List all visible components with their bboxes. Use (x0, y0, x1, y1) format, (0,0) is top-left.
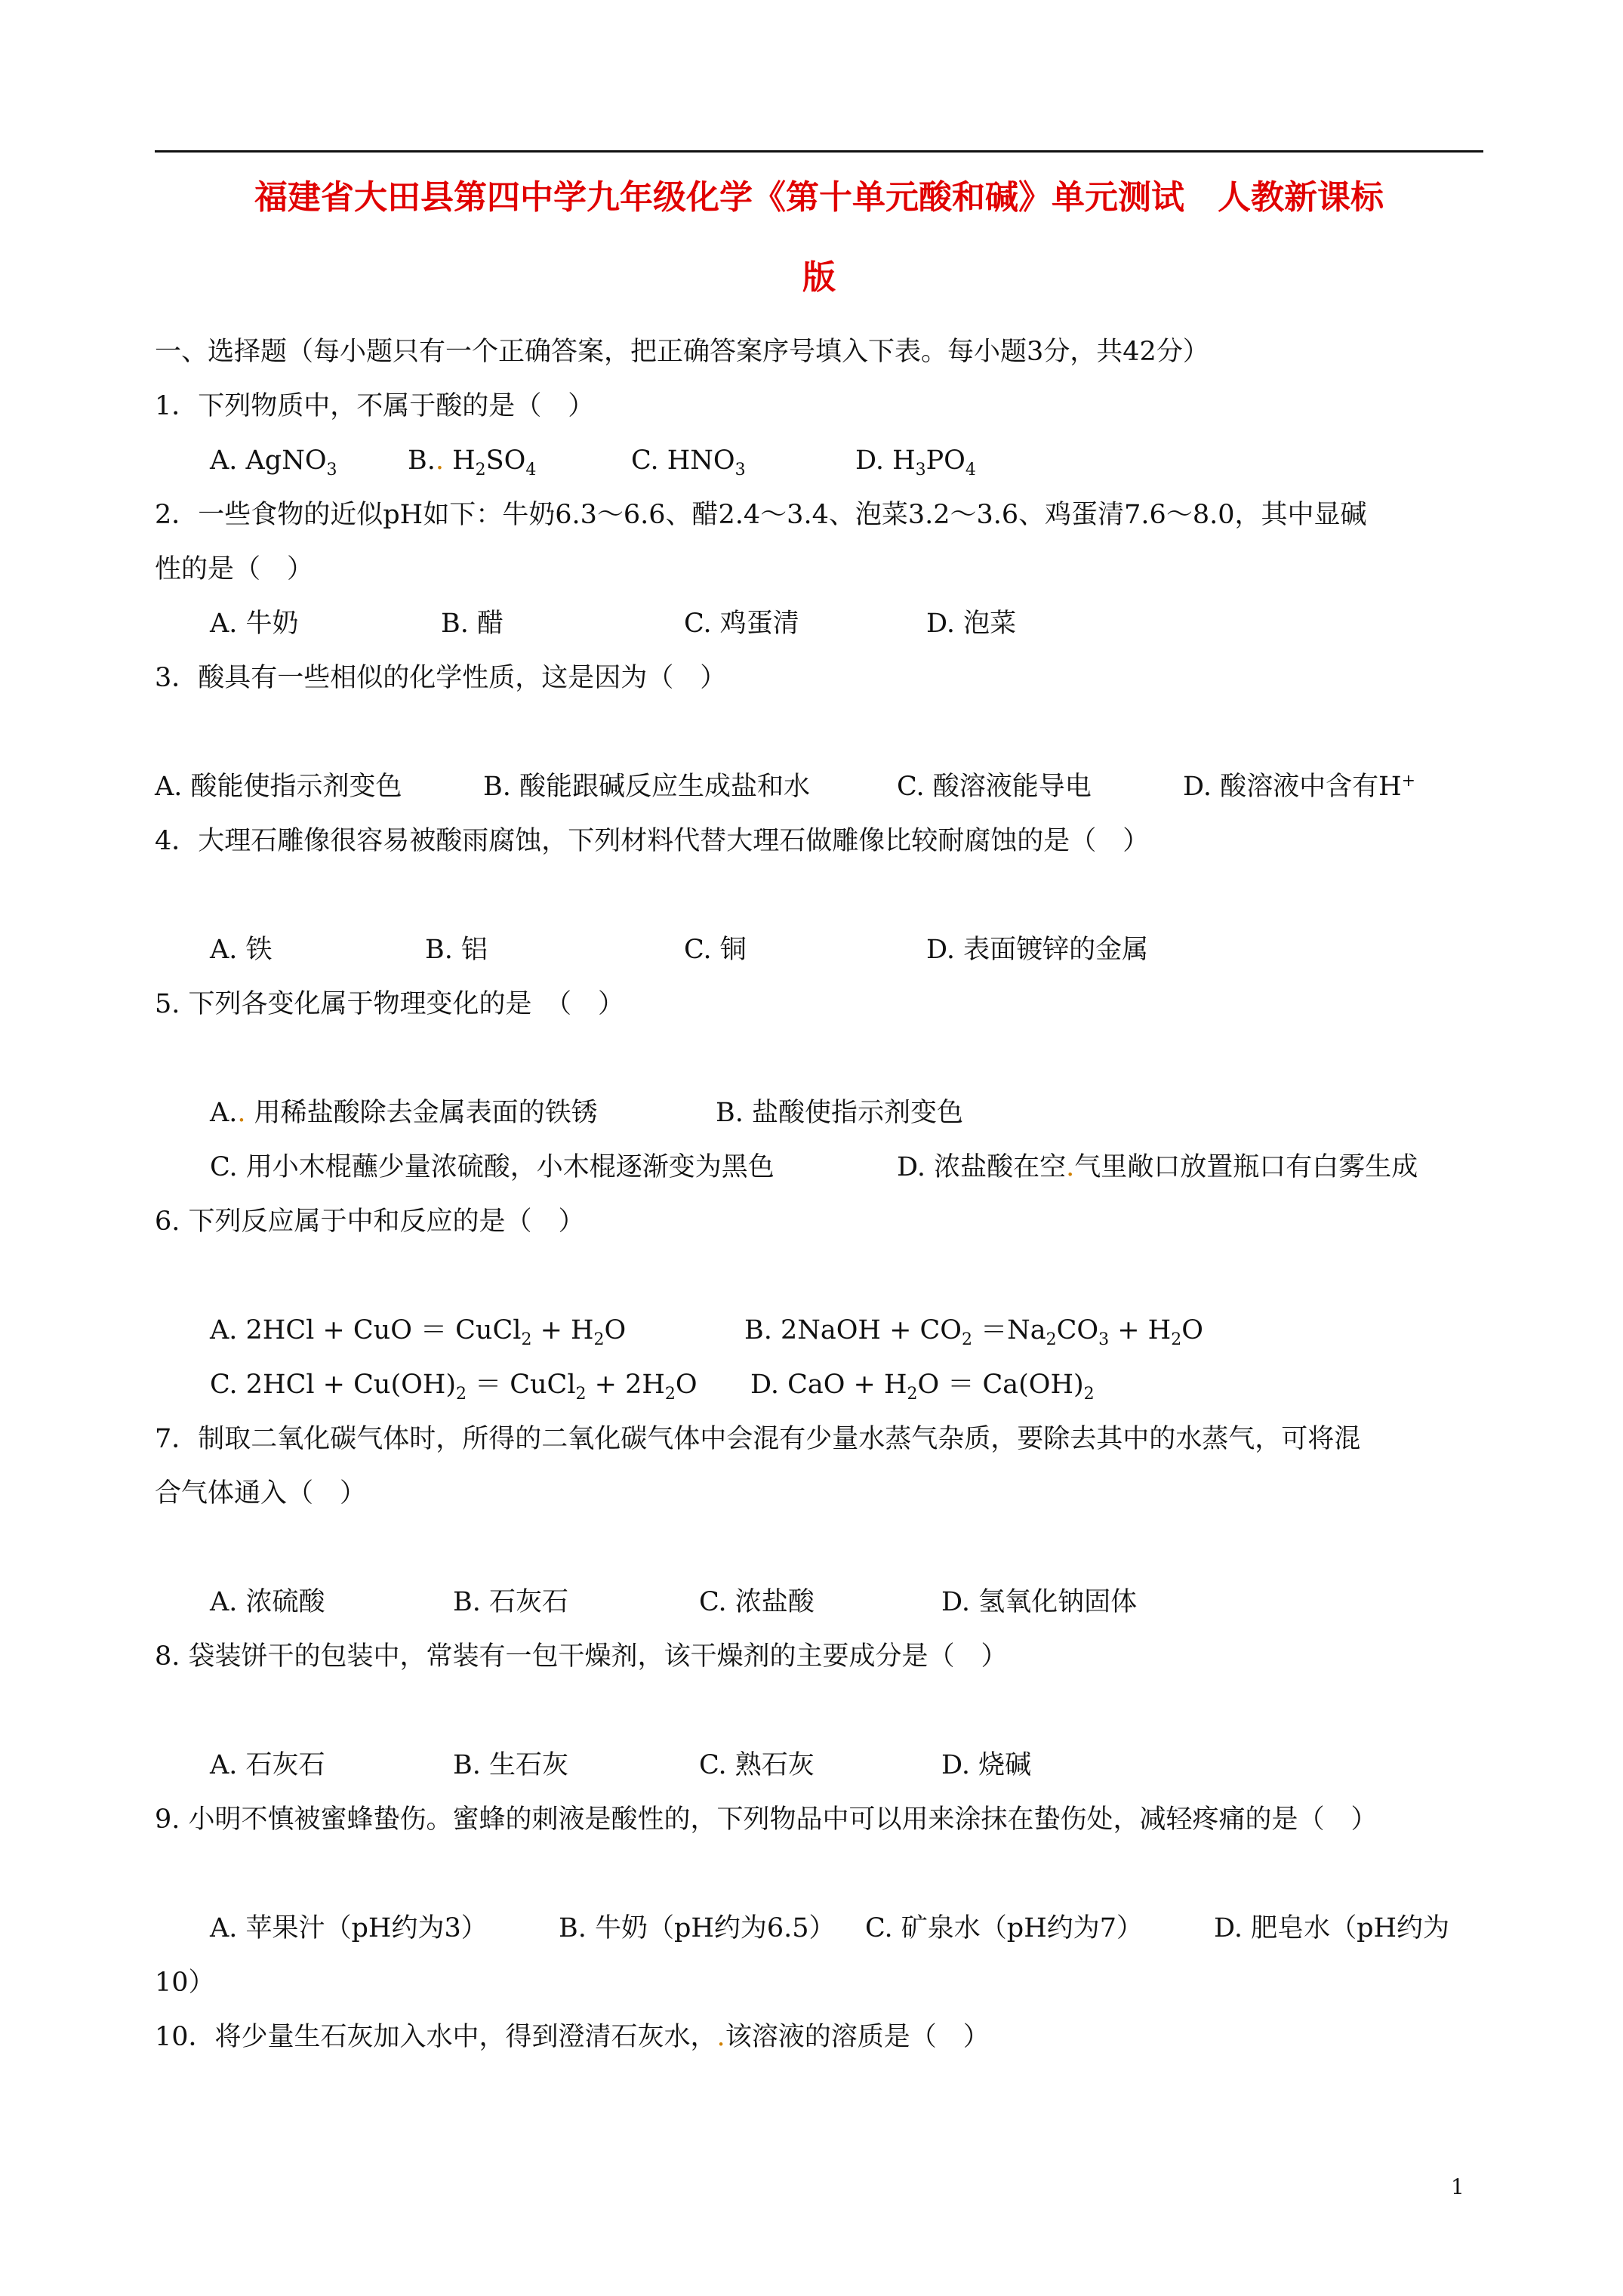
option-b: B. 生石灰 (453, 1750, 568, 1780)
option-d: D. CaO + $H_2O = Ca(OH)_2$ (750, 1370, 1095, 1404)
question-2-stem-line2: 性的是（ ） (155, 554, 314, 584)
option-b: B. 醋 (441, 609, 504, 639)
option-b: B. 酸能跟碱反应生成盐和水 (483, 772, 810, 802)
option-c: C. 酸溶液能导电 (897, 772, 1092, 802)
question-3-stem: 3．酸具有一些相似的化学性质，这是因为（ ） (155, 663, 727, 693)
option-a: A. 酸能使指示剂变色 (155, 772, 402, 802)
option-a: A.. 用稀盐酸除去金属表面的铁锈 (210, 1098, 598, 1128)
question-9-option-d-continued: 10） (155, 1968, 215, 1998)
option-c: C. 熟石灰 (699, 1750, 815, 1780)
option-b: B. 石灰石 (453, 1587, 568, 1617)
question-7-stem-line1: 7．制取二氧化碳气体时，所得的二氧化碳气体中会混有少量水蒸气杂质，要除去其中的水蒸气，可将混 (155, 1424, 1361, 1454)
option-c: C. $2HCl + Cu(OH)_2$ ＝ CuCl$_2$ + $2H_2O$ (210, 1370, 698, 1404)
option-a: A. 苹果汁（pH约为3） (210, 1913, 488, 1943)
option-c: C. 鸡蛋清 (684, 609, 799, 639)
option-b: B. 铝 (425, 935, 488, 965)
option-d: D. 氢氧化钠固体 (941, 1587, 1138, 1617)
option-c: C. 浓盐酸 (699, 1587, 815, 1617)
question-5-stem: 5. 下列各变化属于物理变化的是 （ ） (155, 989, 625, 1019)
option-b: B. 牛奶（pH约为6.5） (559, 1913, 836, 1943)
option-c: C. 矿泉水（pH约为7） (865, 1913, 1143, 1943)
question-10-stem: 10．将少量生石灰加入水中，得到澄清石灰水，.该溶液的溶质是（ ） (155, 2022, 990, 2052)
section-heading: 一、选择题（每小题只有一个正确答案，把正确答案序号填入下表。每小题3分，共42分） (155, 337, 1209, 367)
header-rule (155, 150, 1483, 153)
option-a: A. AgNO$_3$ (210, 445, 337, 479)
option-b: B. 2NaOH + $CO_2 =Na_2CO_3 + H_2O$ (744, 1315, 1203, 1349)
option-d: D. 泡菜 (926, 609, 1017, 639)
option-c: C. 用小木棍蘸少量浓硫酸，小木棍逐渐变为黑色 (210, 1152, 775, 1182)
option-d: D. $H_3PO_4$ (855, 445, 976, 479)
question-8-stem: 8. 袋装饼干的包装中，常装有一包干燥剂，该干燥剂的主要成分是（ ） (155, 1641, 1008, 1672)
option-a: A. 石灰石 (210, 1750, 325, 1780)
page-number: 1 (1451, 2174, 1464, 2199)
question-9-stem: 9. 小明不慎被蜜蜂蛰伤。蜜蜂的刺液是酸性的，下列物品中可以用来涂抹在蛰伤处，减轻疼痛的是（ ） (155, 1804, 1378, 1835)
option-b: B.. $H_2SO_4$ (408, 445, 537, 479)
document-title-line2: 版 (802, 258, 836, 297)
option-c: C. 铜 (684, 935, 747, 965)
option-d: D. 酸溶液中含有H+ (1183, 772, 1416, 802)
option-d: D. 肥皂水（pH约为 (1214, 1913, 1449, 1943)
question-2-stem-line1: 2．一些食物的近似pH如下：牛奶6.3～6.6、醋2.4～3.4、泡菜3.2～3.6、鸡蛋清7.6～8.0，其中显碱 (155, 500, 1367, 530)
question-7-stem-line2: 合气体通入（ ） (155, 1478, 367, 1509)
option-a: A. 铁 (210, 935, 273, 965)
option-d: D. 烧碱 (941, 1750, 1032, 1780)
option-d: D. 表面镀锌的金属 (926, 935, 1149, 965)
option-a: A. 2HCl + CuO ＝ CuCl$_2$ + $H_2O$ (210, 1315, 627, 1349)
option-a: A. 牛奶 (210, 609, 299, 639)
question-1-stem: 1．下列物质中，不属于酸的是（ ） (155, 391, 595, 421)
option-b: B. 盐酸使指示剂变色 (716, 1098, 963, 1128)
question-6-stem: 6. 下列反应属于中和反应的是（ ） (155, 1207, 585, 1237)
option-a: A. 浓硫酸 (210, 1587, 325, 1617)
question-4-stem: 4．大理石雕像很容易被酸雨腐蚀，下列材料代替大理石做雕像比较耐腐蚀的是（ ） (155, 826, 1150, 856)
document-title-line1: 福建省大田县第四中学九年级化学《第十单元酸和碱》单元测试 人教新课标 (254, 178, 1384, 217)
option-c: C. $HNO_3$ (631, 445, 746, 479)
option-d: D. 浓盐酸在空.气里敞口放置瓶口有白雾生成 (897, 1152, 1418, 1182)
